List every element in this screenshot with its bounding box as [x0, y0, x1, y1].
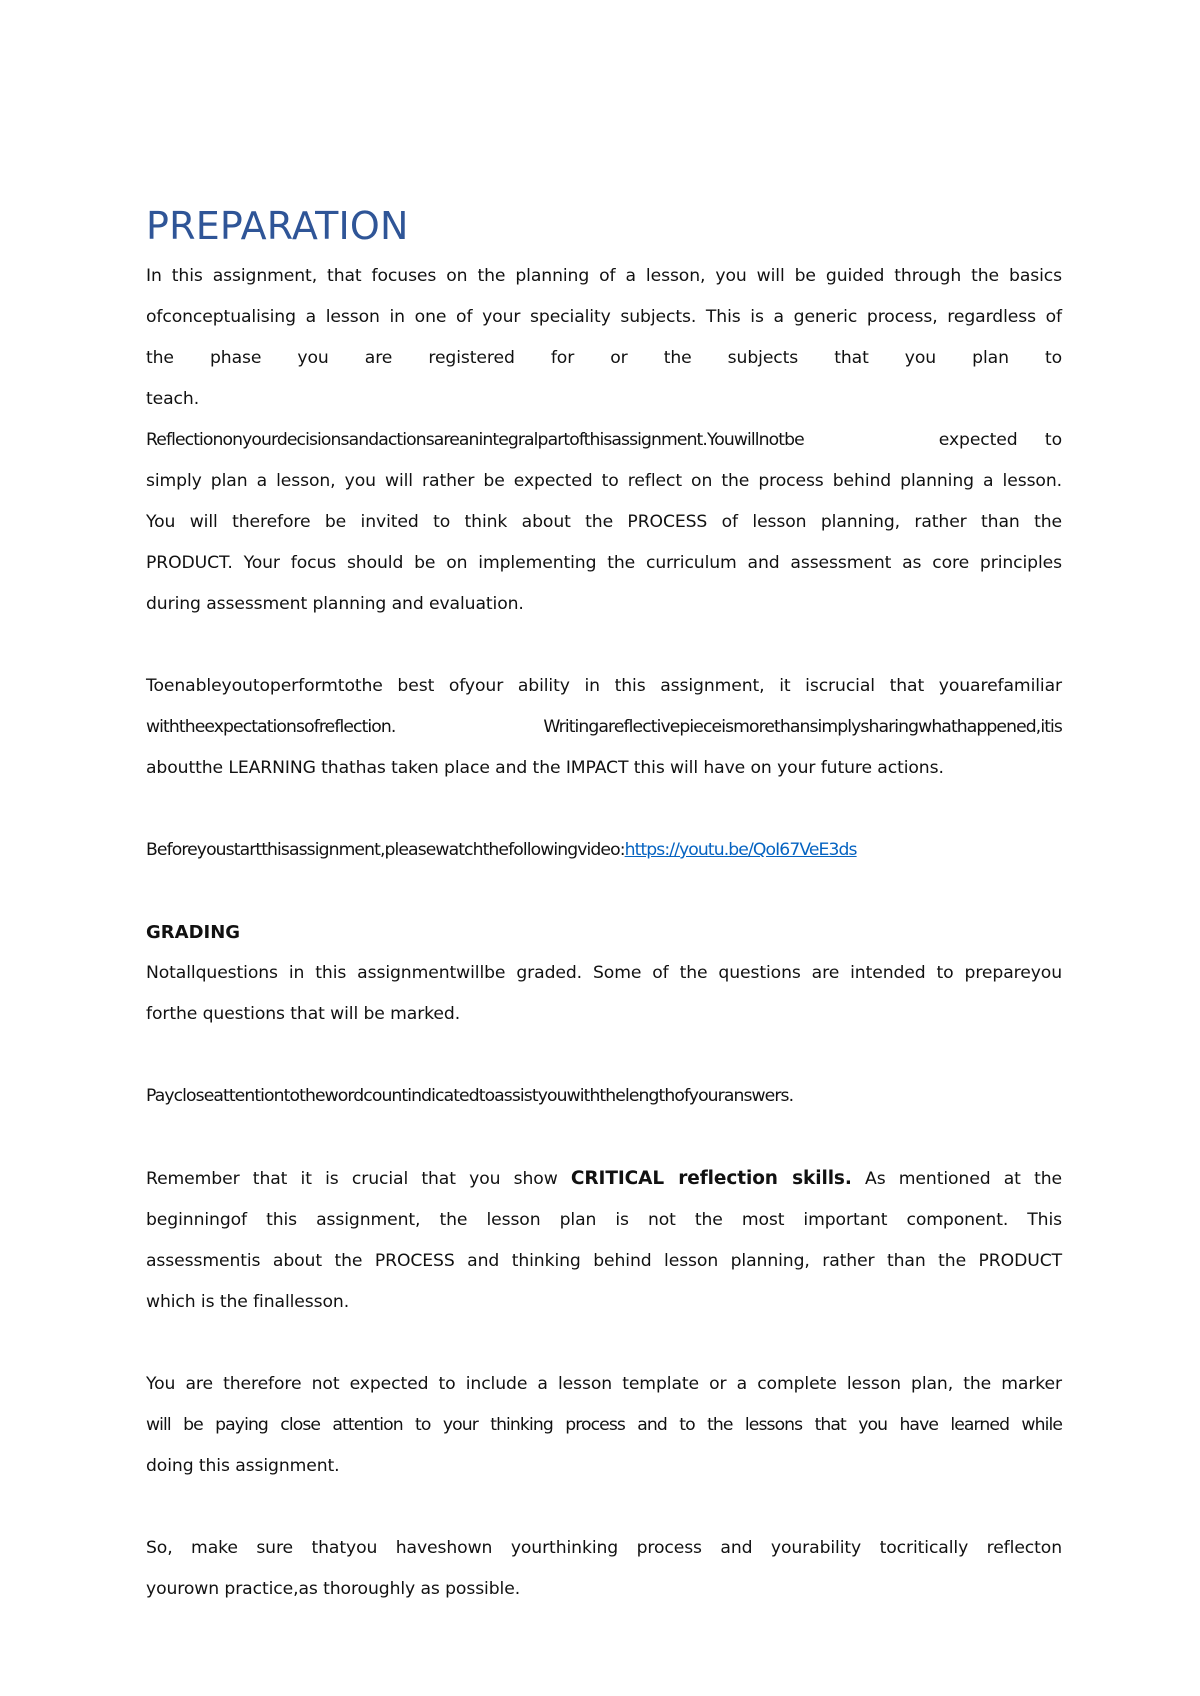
grading-paragraph-3 [146, 1158, 1062, 1323]
text-line: forthe questions that will be marked. [146, 1004, 461, 1024]
text-run: Reflectiononyourdecisionsandactionsareanintegralpartofthisassignment.Youwillnotbe [146, 430, 804, 450]
video-paragraph [146, 830, 1062, 871]
text-line: Notallquestions in this assignmentwillbe graded. Some of the questions are intended to prepareyou [146, 963, 1062, 983]
text-line: ofconceptualising a lesson in one of your speciality subjects. This is a generic process, regardless of [146, 307, 1062, 327]
grading-paragraph-2: Paycloseattentiontothewordcountindicatedtoassistyouwiththelengthofyouranswers. [146, 1086, 794, 1106]
text-line: In this assignment, that focuses on the planning of a lesson, you will be guided through the basics [146, 266, 1062, 286]
grading-paragraph-4 [146, 1364, 1062, 1487]
spacer [146, 1035, 1062, 1076]
grading-paragraph-1 [146, 953, 1062, 1035]
spacer [146, 625, 1062, 666]
critical-reflection-emphasis: CRITICAL reflection skills. [570, 1168, 852, 1189]
text-line [146, 420, 1062, 461]
text-line: during assessment planning and evaluation. [146, 594, 524, 614]
text-run: expected to [938, 430, 1062, 450]
text-line: beginningof this assignment, the lesson plan is not the most important component. This [146, 1210, 1062, 1230]
video-link[interactable]: https://youtu.be/QoI67VeE3ds [624, 840, 857, 860]
text-line: assessmentis about the PROCESS and thinking behind lesson planning, rather than the PRODUCT [146, 1251, 1062, 1271]
video-intro-text: Beforeyoustartthisassignment,pleasewatchthefollowingvideo: [146, 840, 625, 860]
text-line: yourown practice,as thoroughly as possible. [146, 1579, 521, 1599]
text-line: withtheexpectationsofreflection. Writingareflectivepieceismorethansimplysharingwhathappened,itis [146, 717, 1062, 737]
text-line: doing this assignment. [146, 1456, 340, 1476]
text-line: simply plan a lesson, you will rather be expected to reflect on the process behind planning a lesson. [146, 471, 1062, 491]
preparation-paragraph-2 [146, 666, 1062, 789]
text-line: PRODUCT. Your focus should be on implementing the curriculum and assessment as core principles [146, 553, 1062, 573]
spacer [146, 1117, 1062, 1158]
text-line: You will therefore be invited to think about the PROCESS of lesson planning, rather than the [146, 512, 1062, 532]
text-run: As mentioned at the [865, 1169, 1062, 1189]
preparation-paragraph-1 [146, 256, 1062, 625]
text-line: So, make sure thatyou haveshown yourthinking process and yourability tocritically reflecton [146, 1538, 1062, 1558]
text-line: Toenableyoutoperformtothe best ofyour ability in this assignment, it iscrucial that youarefamiliar [146, 676, 1062, 696]
spacer [146, 789, 1062, 830]
text-line: the phase you are registered for or the subjects that you plan to teach. [146, 348, 1062, 409]
text-line: aboutthe LEARNING thathas taken place and the IMPACT this will have on your future actions. [146, 758, 944, 778]
grading-heading: GRADING [146, 922, 241, 943]
text-line: will be paying close attention to your thinking process and to the lessons that you have learned while [146, 1415, 1062, 1435]
text-run: Remember that it is crucial that you show [146, 1169, 558, 1189]
spacer [146, 1487, 1062, 1528]
text-line: You are therefore not expected to include a lesson template or a complete lesson plan, the marker [146, 1374, 1062, 1394]
spacer [146, 1323, 1062, 1364]
text-line [146, 1158, 1062, 1200]
grading-paragraph-5 [146, 1528, 1062, 1610]
text-line: which is the finallesson. [146, 1292, 350, 1312]
spacer [146, 871, 1062, 912]
document-page [146, 200, 1062, 1610]
page-title: PREPARATION [146, 204, 409, 248]
